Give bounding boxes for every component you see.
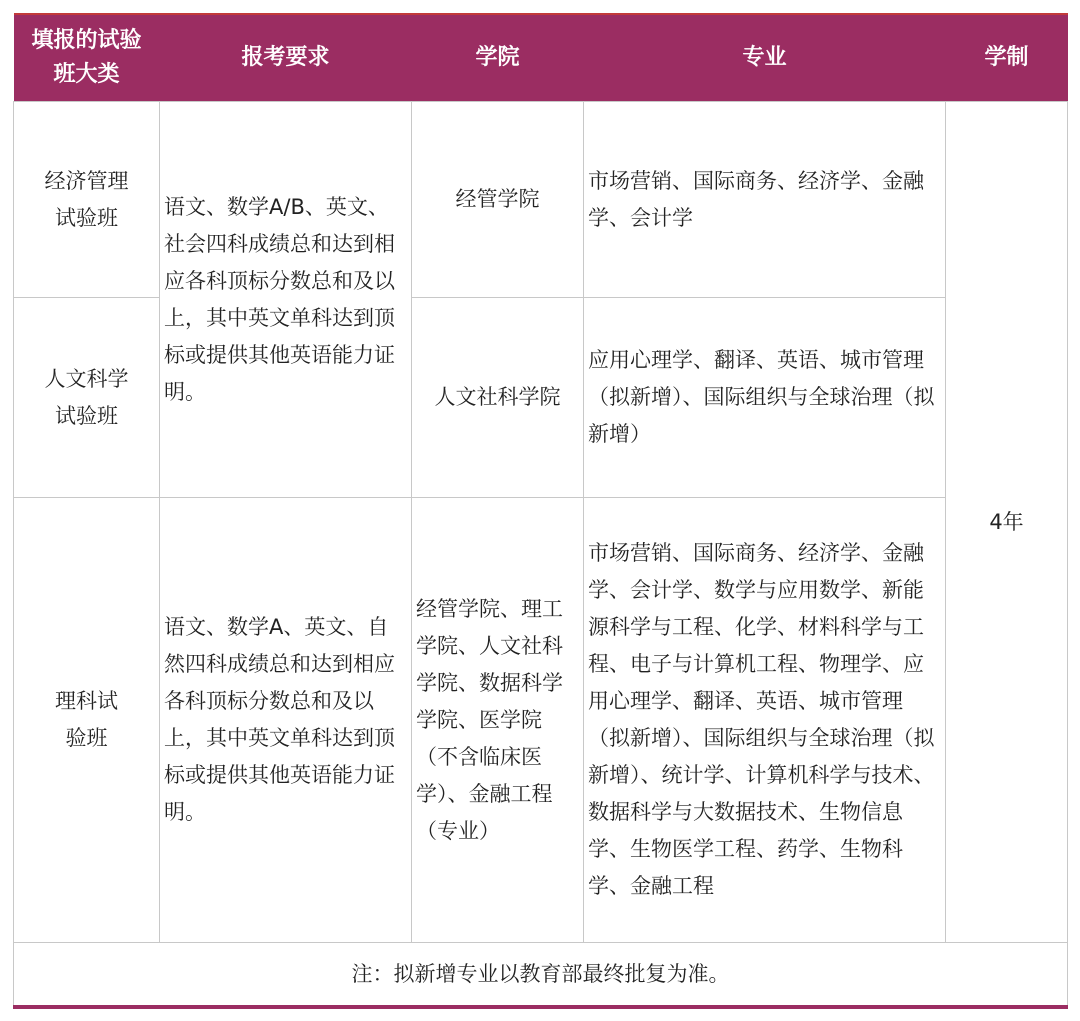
category-cell: 理科试验班	[14, 498, 160, 943]
college-cell: 人文社科学院	[412, 298, 584, 498]
header-row	[14, 14, 1068, 102]
note-text: 注：拟新增专业以教育部最终批复为准。	[14, 943, 1068, 1008]
majors-cell: 应用心理学、翻译、英语、城市管理（拟新增）、国际组织与全球治理（拟新增）	[584, 298, 946, 498]
note-row	[14, 943, 1068, 1008]
requirements-cell: 语文、数学A、英文、自然四科成绩总和达到相应各科顶标分数总和及以上，其中英文单科达到顶标或提供其他英语能力证明。	[160, 498, 412, 943]
majors-cell: 市场营销、国际商务、经济学、金融学、会计学	[584, 102, 946, 298]
duration-cell: 4年	[946, 102, 1068, 943]
college-cell: 经管学院	[412, 102, 584, 298]
header-category: 填报的试验班大类	[14, 14, 160, 102]
header-majors: 专业	[584, 14, 946, 102]
table-row	[14, 498, 1068, 943]
admission-table	[13, 13, 1068, 1009]
category-cell: 经济管理试验班	[14, 102, 160, 298]
category-cell: 人文科学试验班	[14, 298, 160, 498]
header-college: 学院	[412, 14, 584, 102]
table-row	[14, 102, 1068, 298]
college-cell: 经管学院、理工学院、人文社科学院、数据科学学院、医学院（不含临床医学）、金融工程（专业）	[412, 498, 584, 943]
header-requirements: 报考要求	[160, 14, 412, 102]
header-duration: 学制	[946, 14, 1068, 102]
requirements-cell: 语文、数学A/B、英文、社会四科成绩总和达到相应各科顶标分数总和及以上，其中英文单科达到顶标或提供其他英语能力证明。	[160, 102, 412, 498]
majors-cell: 市场营销、国际商务、经济学、金融学、会计学、数学与应用数学、新能源科学与工程、化学、材料科学与工程、电子与计算机工程、物理学、应用心理学、翻译、英语、城市管理（拟新增）、国际组织与全球治理（拟新增）、统计学、计算机科学与技术、数据科学与大数据技术、生物信息学、生物医学工程、药学、生物科学、金融工程	[584, 498, 946, 943]
